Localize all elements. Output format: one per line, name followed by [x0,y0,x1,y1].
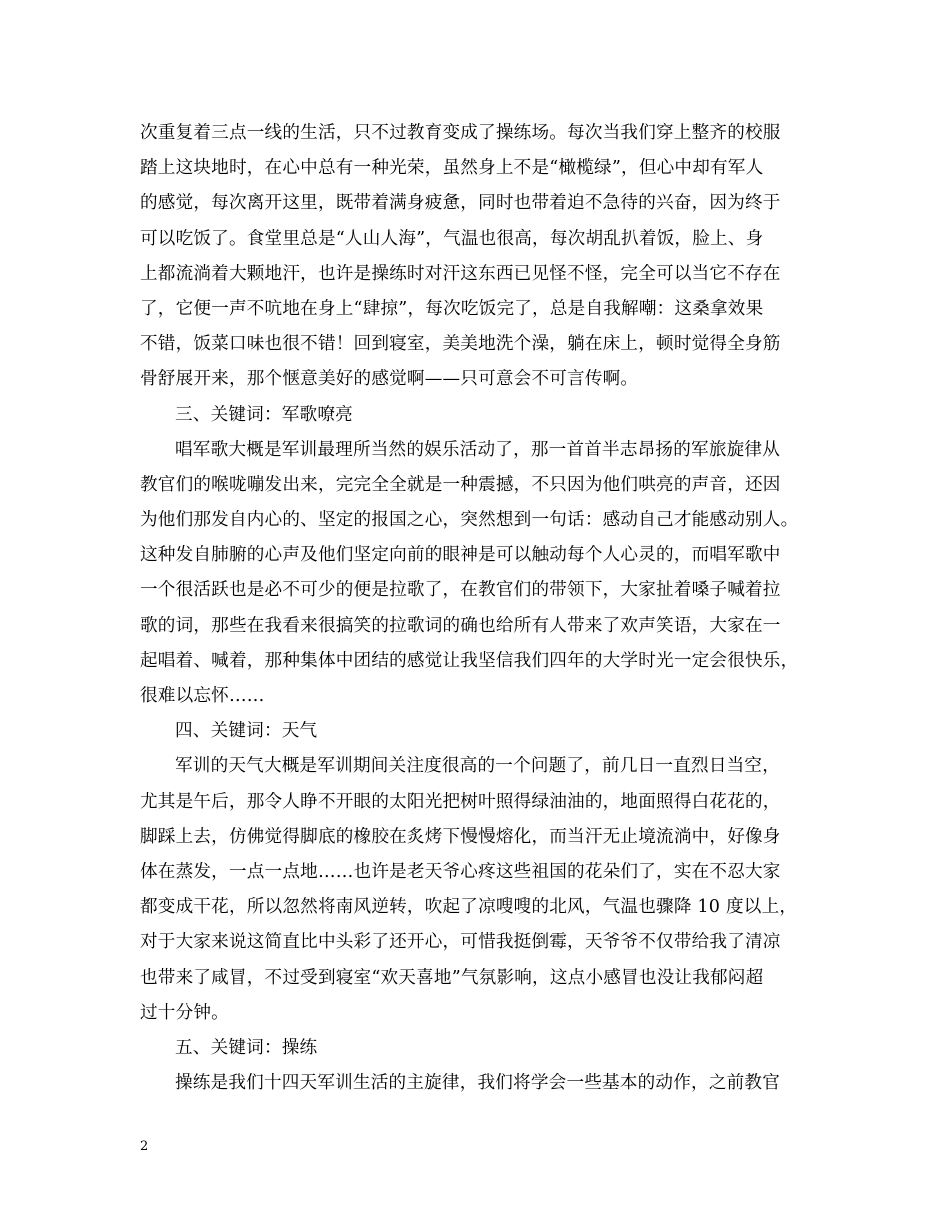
text-line: 的感觉，每次离开这里，既带着满身疲惫，同时也带着迫不急待的兴奋，因为终于 [140,193,781,214]
text-line: 了，它便一声不吭地在身上“肆掠”，每次吃饭完了，总是自我解嘲：这桑拿效果 [140,298,764,319]
text-line: 可以吃饭了。食堂里总是“人山人海”，气温也很高，每次胡乱扒着饭，脸上、身 [140,228,764,249]
text-line: 歌的词，那些在我看来很搞笑的拉歌词的确也给所有人带来了欢声笑语，大家在一 [140,615,781,636]
text-line: 四、关键词：天气 [175,721,318,742]
text-line: 不错，饭菜口味也很不错！回到寝室，美美地洗个澡，躺在床上，顿时觉得全身筋 [140,334,781,355]
text-line: 起唱着、喊着，那种集体中团结的感觉让我坚信我们四年的大学时光一定会很快乐， [140,650,799,671]
text-line: 脚踩上去，仿佛觉得脚底的橡胶在炙烤下慢慢熔化，而当汗无止境流淌中，好像身 [140,826,781,847]
text-line: 对于大家来说这简直比中头彩了还开心，可惜我挺倒霉，天爷爷不仅带给我了清凉 [140,932,781,953]
body-text [140,116,830,1101]
page-number: 2 [140,1139,149,1154]
text-line: 也带来了咸冒，不过受到寝室“欢天喜地”气氛影响，这点小感冒也没让我郁闷超 [140,967,764,988]
text-line: 上都流淌着大颗地汗，也许是操练时对汗这东西已见怪不怪，完全可以当它不存在 [140,263,781,284]
text-line: 过十分钟。 [140,1002,229,1023]
text-line: 很难以忘怀…… [140,686,265,706]
text-line: 次重复着三点一线的生活，只不过教育变成了操练场。每次当我们穿上整齐的校服 [140,123,781,143]
text-line: 唱军歌大概是军训最理所当然的娱乐活动了，那一首首半志昂扬的军旅旋律从 [175,439,780,460]
text-line: 军训的天气大概是军训期间关注度很高的一个问题了，前几日一直烈日当空， [175,756,780,777]
text-line: 踏上这块地时，在心中总有一种光荣，虽然身上不是“橄榄绿”，但心中却有军人 [140,158,764,179]
text-line: 操练是我们十四天军训生活的主旋律，我们将学会一些基本的动作，之前教官 [175,1073,780,1094]
text-line: 三、关键词：军歌嘹亮 [175,404,353,425]
text-line: 为他们那发自内心的、坚定的报国之心，突然想到一句话：感动自己才能感动别人。 [140,510,799,531]
text-line: 尤其是午后，那令人睁不开眼的太阳光把树叶照得绿油油的，地面照得白花花的， [140,791,781,812]
text-line: 五、关键词：操练 [175,1037,318,1058]
text-line: 骨舒展开来，那个惬意美好的感觉啊——只可意会不可言传啊。 [140,369,639,390]
text-line: 这种发自肺腑的心声及他们坚定向前的眼神是可以触动每个人心灵的，而唱军歌中 [140,545,781,566]
text-line: 一个很活跃也是必不可少的便是拉歌了，在教官们的带领下，大家扯着嗓子喊着拉 [140,580,781,601]
text-line: 都变成干花，所以忽然将南风逆转，吹起了凉嗖嗖的北风，气温也骤降 10 度以上， [140,897,798,918]
text-line: 体在蒸发，一点一点地……也许是老天爷心疼这些祖国的花朵们了，实在不忍大家 [140,861,781,882]
text-line: 教官们的喉咙嘣发出来，完完全全就是一种震撼，不只因为他们哄亮的声音，还因 [140,474,781,495]
